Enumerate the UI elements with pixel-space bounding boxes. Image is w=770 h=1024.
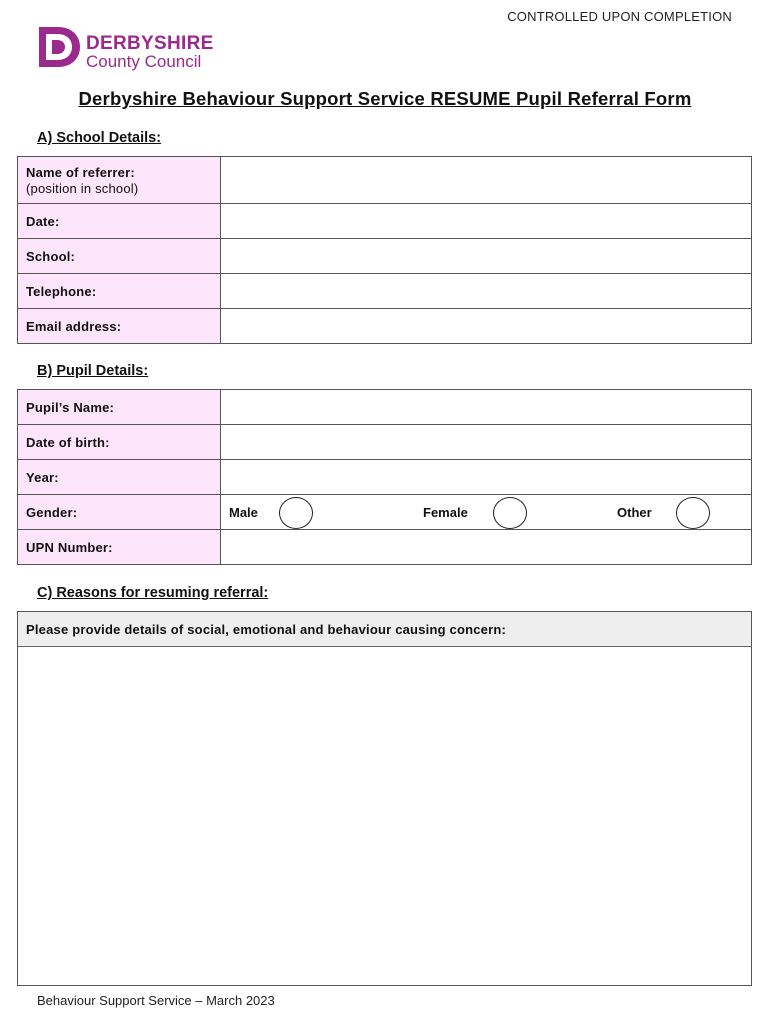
year-field[interactable] (221, 460, 752, 495)
date-label: Date: (18, 204, 221, 239)
year-label: Year: (18, 460, 221, 495)
gender-label: Gender: (18, 495, 221, 530)
upn-field[interactable] (221, 530, 752, 565)
logo-text-derbyshire: DERBYSHIRE (86, 33, 214, 54)
school-details-table (17, 156, 752, 344)
council-logo (36, 24, 216, 72)
table-row (18, 495, 752, 530)
pupil-name-label: Pupil’s Name: (18, 390, 221, 425)
table-row (18, 204, 752, 239)
gender-options (221, 495, 752, 530)
telephone-field[interactable] (221, 274, 752, 309)
upn-label: UPN Number: (18, 530, 221, 565)
pupil-name-field[interactable] (221, 390, 752, 425)
table-row (18, 460, 752, 495)
table-row (18, 157, 752, 204)
gender-female-label: Female (423, 504, 468, 520)
pupil-details-table (17, 389, 752, 565)
date-field[interactable] (221, 204, 752, 239)
dob-label: Date of birth: (18, 425, 221, 460)
page-title: Derbyshire Behaviour Support Service RESUME Pupil Referral Form (78, 88, 692, 109)
derbyshire-d-logo-icon (36, 24, 82, 70)
table-row (18, 425, 752, 460)
section-b-heading: B) Pupil Details: (37, 363, 149, 379)
gender-other-label: Other (617, 504, 652, 520)
reasons-box (17, 611, 752, 986)
email-label: Email address: (18, 309, 221, 344)
dob-field[interactable] (221, 425, 752, 460)
footer-text: Behaviour Support Service – March 2023 (37, 993, 275, 1008)
school-field[interactable] (221, 239, 752, 274)
telephone-label: Telephone: (18, 274, 221, 309)
control-note: CONTROLLED UPON COMPLETION (507, 9, 732, 24)
table-row (18, 390, 752, 425)
logo-text-county-council: County Council (86, 52, 202, 71)
referrer-field[interactable] (221, 157, 752, 204)
section-c-heading: C) Reasons for resuming referral: (37, 585, 269, 601)
table-row (18, 309, 752, 344)
email-field[interactable] (221, 309, 752, 344)
reasons-prompt: Please provide details of social, emotional and behaviour causing concern: (18, 612, 751, 647)
gender-male-label: Male (229, 504, 258, 520)
table-row (18, 274, 752, 309)
referrer-label (18, 157, 221, 204)
gender-other-radio[interactable] (676, 497, 710, 529)
school-label: School: (18, 239, 221, 274)
gender-male-radio[interactable] (279, 497, 313, 529)
gender-female-radio[interactable] (493, 497, 527, 529)
reasons-text-area[interactable] (18, 647, 751, 985)
section-a-heading: A) School Details: (37, 130, 162, 146)
table-row (18, 530, 752, 565)
referrer-label-text: Name of referrer: (26, 164, 135, 180)
table-row (18, 239, 752, 274)
referrer-sublabel: (position in school) (26, 180, 139, 196)
